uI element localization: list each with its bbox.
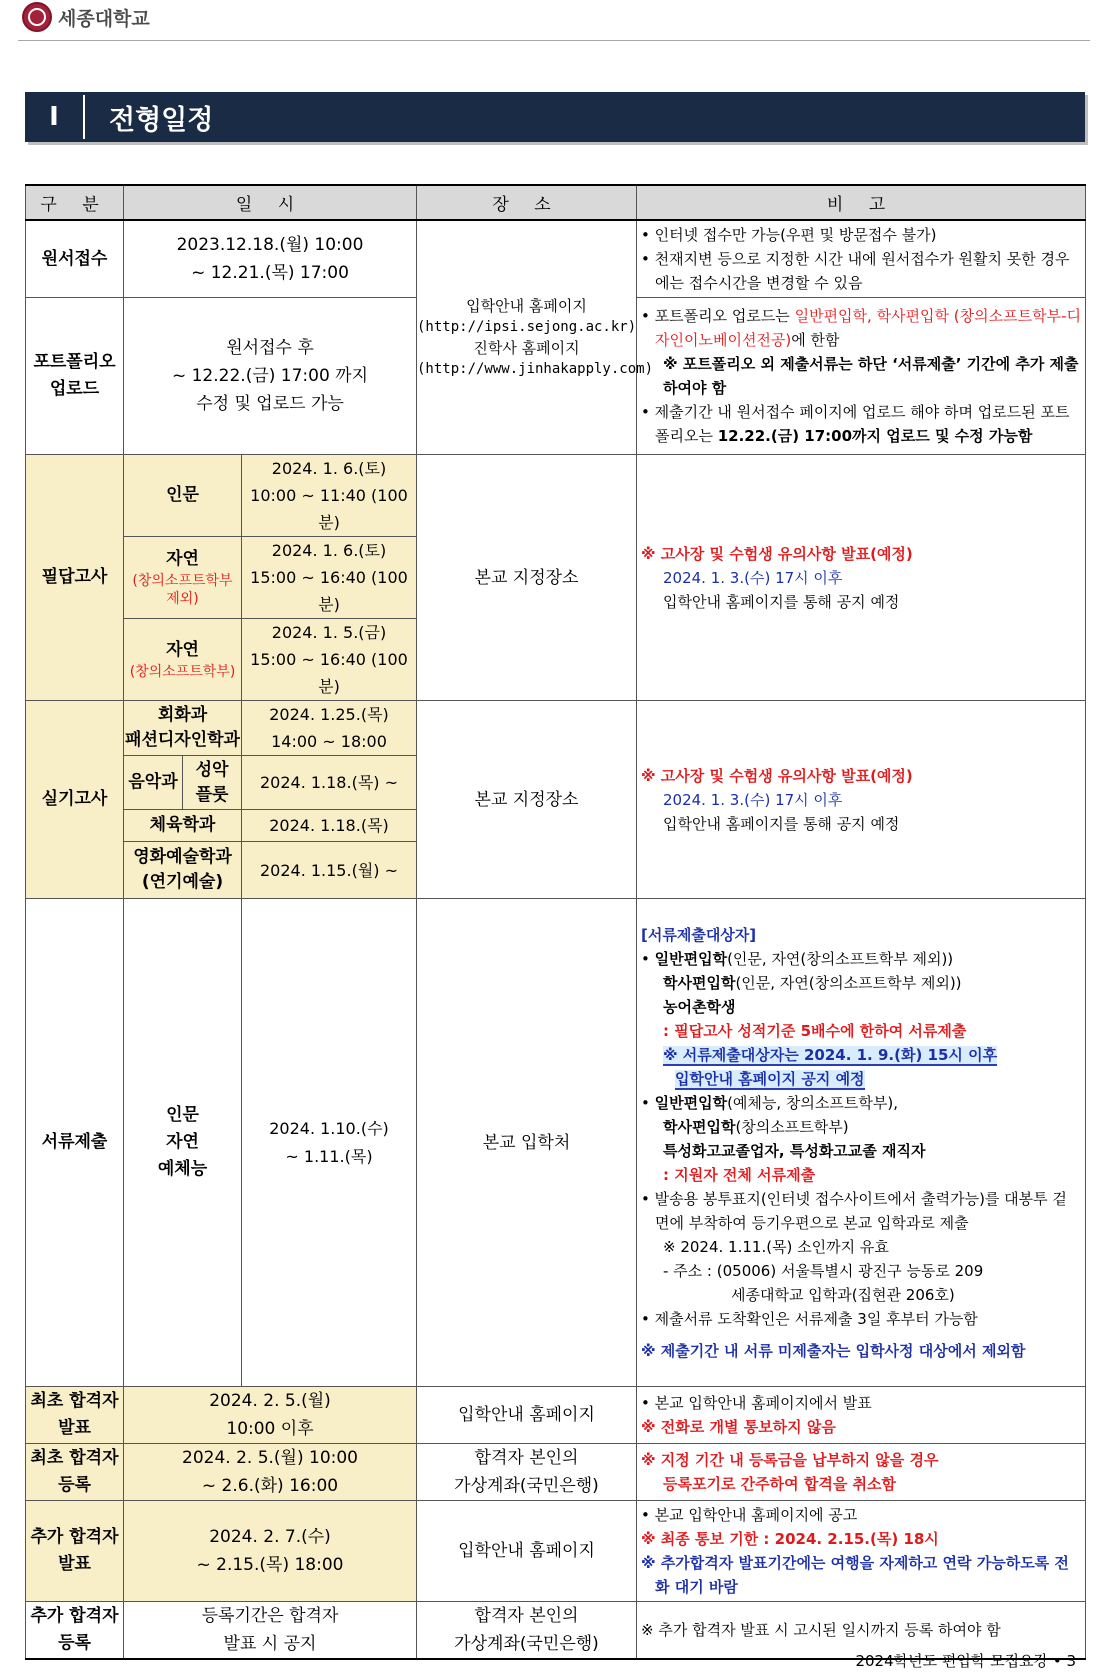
note-line: • 인터넷 접수만 가능(우편 및 방문접수 불가) — [641, 226, 937, 244]
written-sub-science — [124, 537, 242, 619]
row-application — [26, 220, 1086, 298]
note-line: 2024. 1. 3.(수) 17시 이후 — [663, 790, 843, 809]
place-additional-announcement: 입학안내 홈페이지 — [417, 1501, 637, 1602]
practical-date-painting — [242, 701, 417, 756]
date-line: 2024. 2. 5.(월) 10:00 — [182, 1448, 358, 1468]
sub-label: 예체능 — [157, 1159, 208, 1179]
note-line: 학사편입학(창의소프트학부) — [663, 1117, 849, 1136]
note-first-registration — [637, 1444, 1086, 1501]
cat-line: 추가 합격자 — [30, 1606, 119, 1626]
header-divider — [18, 40, 1090, 41]
date-line: 2024. 1. 6.(토) — [271, 541, 387, 560]
date-line: ~ 1.11.(목) — [285, 1146, 373, 1166]
note-line: 입학안내 홈페이지를 통해 공지 예정 — [663, 592, 900, 611]
music-flute: 플룻 — [195, 784, 229, 805]
note-line: : 지원자 전체 서류제출 — [663, 1165, 816, 1184]
note-additional-announcement — [637, 1501, 1086, 1602]
date-line: 2023.12.18.(월) 10:00 — [176, 235, 364, 255]
cat-portfolio — [26, 298, 124, 455]
practical-sub-music — [124, 756, 242, 810]
note-heading: [서류제출대상자] — [641, 925, 757, 944]
note-line: • 본교 입학안내 홈페이지에 공고 — [641, 1506, 858, 1524]
cat-line: 업로드 — [49, 379, 100, 399]
row-first-registration — [26, 1444, 1086, 1501]
note-line: ※ 제출기간 내 서류 미제출자는 입학사정 대상에서 제외함 — [641, 1341, 1026, 1360]
sub-label: 자연 — [166, 549, 199, 569]
cat-first-registration — [26, 1444, 124, 1501]
note-line: • 일반편입학(예체능, 창의소프트학부), — [641, 1093, 898, 1112]
music-label: 음악과 — [124, 756, 183, 809]
note-line: ※ 고사장 및 수험생 유의사항 발표(예정) — [641, 766, 913, 785]
note-line: • 포트폴리오 업로드는 일반편입학, 학사편입학 (창의소프트학부-디자인이노베이션전공)에 한함 — [641, 307, 1081, 349]
sub-label: 영화예술학과 — [133, 847, 232, 867]
written-date-humanities — [242, 455, 417, 537]
cat-additional-announcement — [26, 1501, 124, 1602]
date-line: ~ 12.21.(목) 17:00 — [191, 263, 349, 283]
sub-label: 자연 — [166, 640, 199, 660]
place-first-announcement: 입학안내 홈페이지 — [417, 1387, 637, 1444]
date-line: 발표 시 공지 — [223, 1634, 317, 1654]
date-documents — [242, 899, 417, 1387]
header-note: 비 고 — [637, 185, 1086, 220]
practical-sub-painting — [124, 701, 242, 756]
note-line: • 제출서류 도착확인은 서류제출 3일 후부터 가능함 — [641, 1309, 978, 1328]
date-line: 2024. 2. 7.(수) — [209, 1527, 331, 1547]
table-header-row — [26, 185, 1086, 220]
note-line: • 제출기간 내 원서접수 페이지에 업로드 해야 하며 업로드된 포트폴리오는 12.22.(금) 17:00까지 업로드 및 수정 가능함 — [641, 403, 1070, 445]
date-line: 2024. 1. 5.(금) — [271, 623, 387, 642]
place-line: 진학사 홈페이지 — [473, 338, 580, 357]
note-line: ※ 고사장 및 수험생 유의사항 발표(예정) — [641, 544, 913, 563]
note-line: 특성화고교졸업자, 특성화고교졸 재직자 — [663, 1141, 926, 1160]
note-documents — [637, 899, 1086, 1387]
note-line: : 필답고사 성적기준 5배수에 한하여 서류제출 — [663, 1021, 967, 1040]
practical-sub-pe: 체육학과 — [124, 810, 242, 842]
note-line: 학사편입학(인문, 자연(창의소프트학부 제외)) — [663, 973, 962, 992]
note-line: ※ 전화로 개별 통보하지 않음 — [641, 1418, 836, 1436]
cat-practical-exam: 실기고사 — [26, 701, 124, 899]
cat-line: 추가 합격자 — [30, 1527, 119, 1547]
note-line: - 주소 : (05006) 서울특별시 광진구 능동로 209 — [663, 1261, 984, 1280]
logo-text: 세종대학교 — [58, 7, 150, 30]
cat-line: 최초 합격자 — [30, 1448, 119, 1468]
sub-label: 회화과 — [157, 705, 208, 725]
note-line: • 본교 입학안내 홈페이지에서 발표 — [641, 1394, 872, 1412]
date-first-announcement — [124, 1387, 417, 1444]
place-practical-exam: 본교 지정장소 — [417, 701, 637, 899]
date-line: 수정 및 업로드 가능 — [196, 394, 344, 414]
date-line: 2024. 2. 5.(월) — [209, 1391, 331, 1411]
sub-label: 패션디자인학과 — [125, 730, 240, 750]
cat-additional-registration — [26, 1602, 124, 1660]
date-line: 등록기간은 합격자 — [201, 1606, 339, 1626]
note-line: ※ 2024. 1.11.(목) 소인까지 유효 — [663, 1237, 889, 1256]
sub-label: 인문 — [166, 1105, 199, 1125]
date-additional-registration — [124, 1602, 417, 1660]
row-practical-exam-1 — [26, 701, 1086, 756]
cat-line: 등록 — [58, 1633, 91, 1653]
date-line: 15:00 ~ 16:40 (100분) — [250, 568, 408, 614]
header-category: 구 분 — [26, 185, 124, 220]
written-sub-humanities: 인문 — [124, 455, 242, 537]
place-line: 합격자 본인의 — [474, 1606, 579, 1626]
place-line: 입학안내 홈페이지 — [466, 296, 587, 315]
note-line: 농어촌학생 — [663, 997, 736, 1016]
row-additional-announcement — [26, 1501, 1086, 1602]
date-line: 14:00 ~ 18:00 — [271, 732, 387, 751]
written-date-software — [242, 619, 417, 701]
place-first-registration — [417, 1444, 637, 1501]
cat-first-announcement — [26, 1387, 124, 1444]
date-portfolio — [124, 298, 417, 455]
section-number: I — [49, 102, 59, 132]
note-first-announcement — [637, 1387, 1086, 1444]
practical-date-film: 2024. 1.15.(월) ~ — [242, 842, 417, 899]
date-application — [124, 220, 417, 298]
sub-note: (창의소프트학부 제외) — [132, 573, 233, 607]
practical-sub-film — [124, 842, 242, 899]
university-logo — [22, 2, 150, 32]
practical-date-music: 2024. 1.18.(목) ~ — [242, 756, 417, 810]
date-line: 10:00 이후 — [226, 1419, 314, 1439]
cat-documents: 서류제출 — [26, 899, 124, 1387]
date-additional-announcement — [124, 1501, 417, 1602]
note-line: • 일반편입학(인문, 자연(창의소프트학부 제외)) — [641, 949, 954, 968]
date-line: ~ 2.15.(목) 18:00 — [196, 1555, 344, 1575]
note-line: ※ 서류제출대상자는 2024. 1. 9.(화) 15시 이후 — [663, 1045, 998, 1064]
written-sub-software — [124, 619, 242, 701]
row-written-exam-1 — [26, 455, 1086, 537]
cat-line: 포트폴리오 — [33, 352, 116, 372]
note-line: 입학안내 홈페이지를 통해 공지 예정 — [663, 814, 900, 833]
row-first-announcement — [26, 1387, 1086, 1444]
section-title: 전형일정 — [109, 104, 214, 136]
note-line: 2024. 1. 3.(수) 17시 이후 — [663, 568, 843, 587]
page-header — [0, 0, 1098, 40]
date-line: 2024. 1.25.(목) — [269, 705, 389, 724]
written-date-science — [242, 537, 417, 619]
cat-written-exam: 필답고사 — [26, 455, 124, 701]
place-online — [417, 220, 654, 455]
documents-sub — [124, 899, 242, 1387]
date-line: ~ 12.22.(금) 17:00 까지 — [171, 366, 369, 386]
sub-label: (연기예술) — [141, 872, 224, 892]
note-line: ※ 추가합격자 발표기간에는 여행을 자제하고 연락 가능하도록 전화 대기 바람 — [641, 1554, 1069, 1596]
note-line: ※ 추가 합격자 발표 시 고시된 일시까지 등록 하여야 함 — [641, 1621, 1001, 1639]
note-written-exam — [637, 455, 1086, 701]
jinhak-link[interactable]: (http://www.jinhakapply.com) — [417, 360, 654, 377]
cat-application: 원서접수 — [26, 220, 124, 298]
place-line: 가상계좌(국민은행) — [454, 1634, 599, 1654]
date-line: 10:00 ~ 11:40 (100분) — [250, 486, 408, 532]
ipsi-link[interactable]: (http://ipsi.sejong.ac.kr) — [417, 318, 637, 335]
date-line: 원서접수 후 — [226, 338, 314, 358]
place-documents: 본교 입학처 — [417, 899, 637, 1387]
note-practical-exam — [637, 701, 1086, 899]
date-line: 2024. 1. 6.(토) — [271, 459, 387, 478]
note-line: ※ 최종 통보 기한 : 2024. 2.15.(목) 18시 — [641, 1530, 939, 1548]
header-datetime: 일 시 — [124, 185, 417, 220]
music-vocal: 성악 — [195, 759, 229, 780]
note-line: 입학안내 홈페이지 공지 예정 — [675, 1069, 865, 1088]
date-line: ~ 2.6.(화) 16:00 — [201, 1476, 339, 1496]
place-additional-registration — [417, 1602, 637, 1660]
page-footer: 2024학년도 편입학 모집요강 • 3 — [855, 1652, 1076, 1670]
title-separator — [83, 95, 85, 139]
note-line: ※ 포트폴리오 외 제출서류는 하단 ‘서류제출’ 기간에 추가 제출하여야 함 — [663, 355, 1079, 397]
cat-line: 최초 합격자 — [30, 1391, 119, 1411]
date-line: 2024. 1.10.(수) — [269, 1118, 389, 1138]
note-line: 등록포기로 간주하여 합격을 취소함 — [663, 1475, 897, 1493]
note-line: ※ 지정 기간 내 등록금을 납부하지 않을 경우 — [641, 1451, 939, 1469]
note-application — [637, 220, 1086, 298]
row-documents — [26, 899, 1086, 1387]
date-first-registration — [124, 1444, 417, 1501]
university-seal-icon — [22, 2, 52, 32]
sub-label: 자연 — [166, 1132, 199, 1152]
practical-date-pe: 2024. 1.18.(목) — [242, 810, 417, 842]
header-place: 장 소 — [417, 185, 637, 220]
cat-line: 발표 — [58, 1418, 91, 1438]
place-line: 가상계좌(국민은행) — [454, 1476, 599, 1496]
place-line: 합격자 본인의 — [474, 1448, 579, 1468]
section-title-bar — [25, 92, 1085, 142]
note-line: • 발송용 봉투표지(인터넷 접수사이트에서 출력가능)를 대봉투 겉면에 부착하여 등기우편으로 본교 입학과로 제출 — [641, 1189, 1067, 1232]
note-line: • 천재지변 등으로 지정한 시간 내에 원서접수가 원활치 못한 경우에는 접수시간을 변경할 수 있음 — [641, 250, 1070, 292]
schedule-table — [25, 184, 1086, 1660]
sub-note: (창의소프트학부) — [129, 664, 236, 680]
note-portfolio — [637, 298, 1086, 455]
place-written-exam: 본교 지정장소 — [417, 455, 637, 701]
cat-line: 발표 — [58, 1554, 91, 1574]
date-line: 15:00 ~ 16:40 (100분) — [250, 650, 408, 696]
note-line: 세종대학교 입학과(집현관 206호) — [731, 1285, 955, 1304]
cat-line: 등록 — [58, 1475, 91, 1495]
